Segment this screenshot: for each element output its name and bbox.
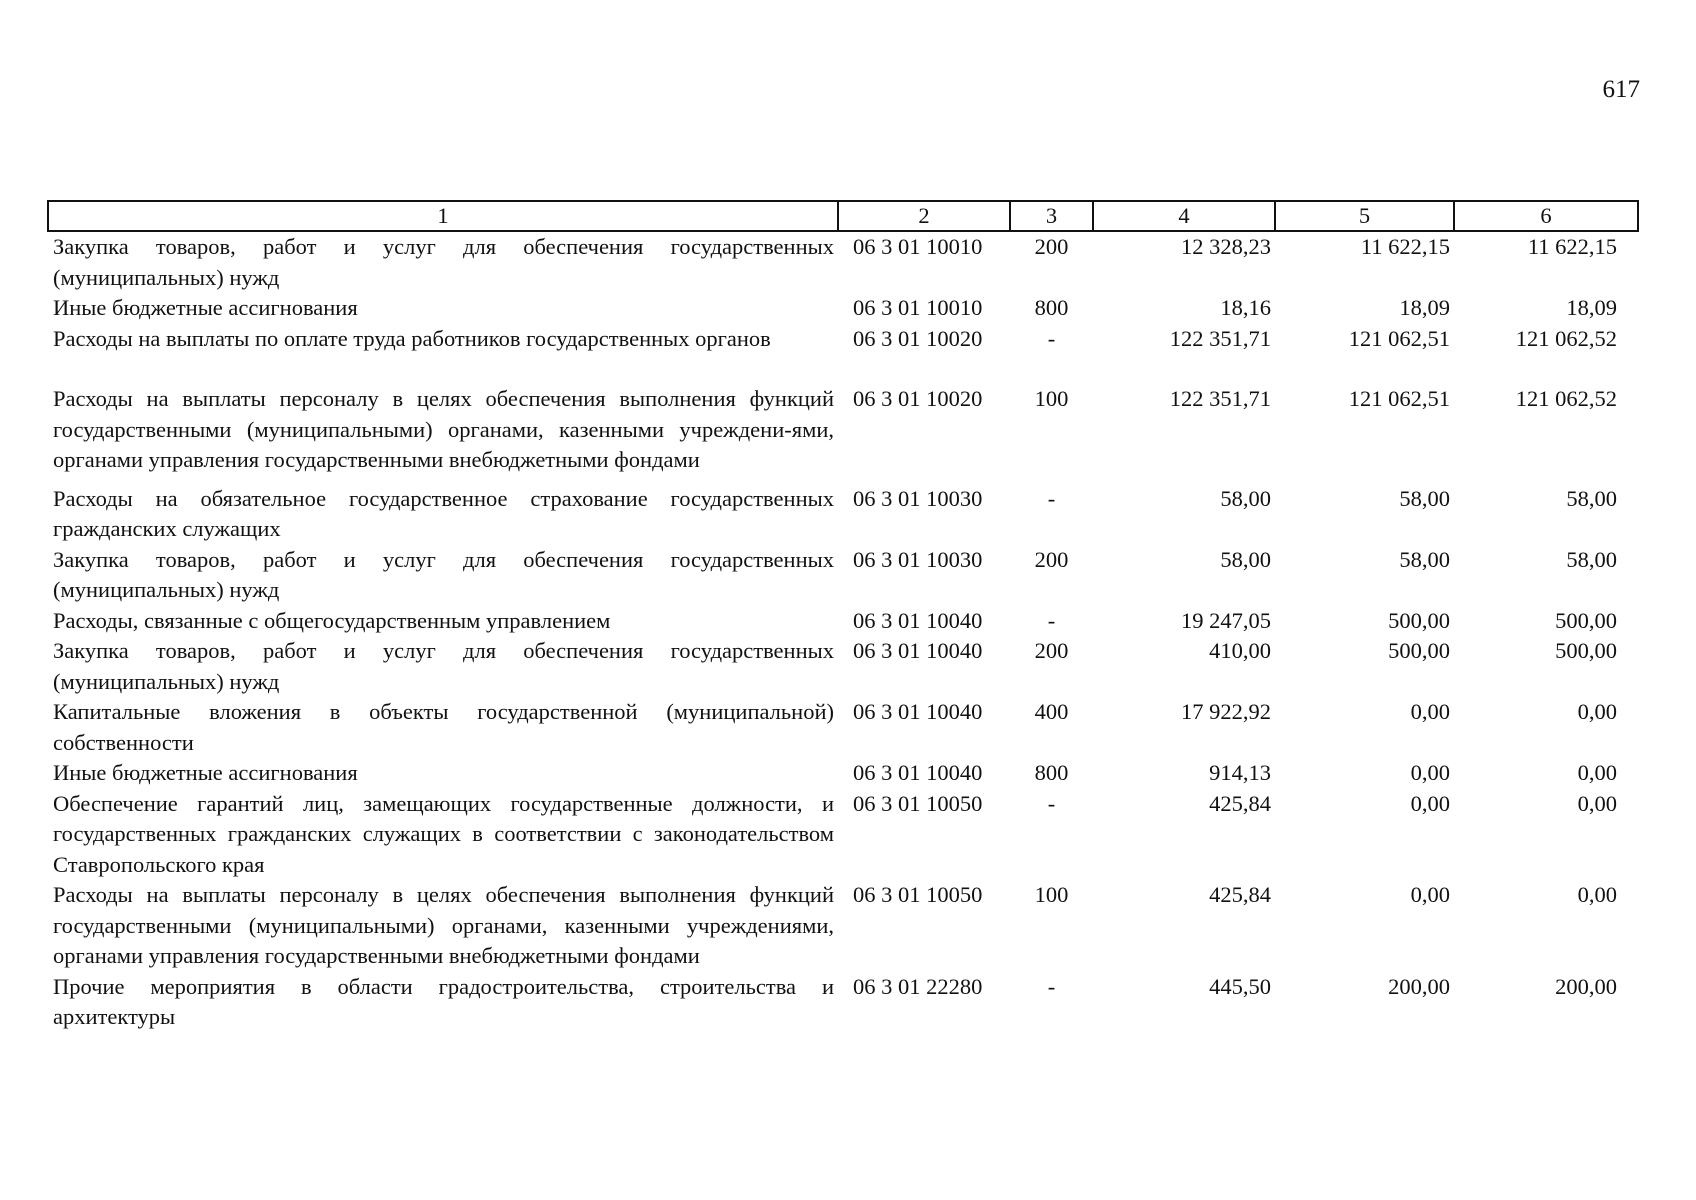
row-type: - — [1047, 325, 1056, 351]
table-row — [48, 789, 1638, 881]
table-row — [48, 384, 1638, 484]
row-code: 06 3 01 10020 — [853, 325, 983, 351]
table-body — [48, 231, 1638, 1033]
row-type: 100 — [1034, 882, 1069, 907]
row-value-4: 122 351,71 — [1169, 325, 1271, 351]
row-value-4: 425,84 — [1209, 790, 1271, 816]
row-value-5: 500,00 — [1388, 607, 1450, 633]
row-value-5: 0,00 — [1410, 760, 1450, 785]
row-code: 06 3 01 10020 — [853, 386, 983, 411]
header-col-5: 5 — [1275, 201, 1454, 231]
header-col-4: 4 — [1093, 201, 1275, 231]
row-type: - — [1047, 607, 1056, 633]
row-value-6: 500,00 — [1555, 638, 1617, 663]
row-value-6: 500,00 — [1555, 607, 1617, 633]
row-code: 06 3 01 10030 — [853, 485, 983, 511]
row-code: 06 3 01 10040 — [853, 607, 983, 633]
row-value-4: 58,00 — [1220, 485, 1271, 511]
table-row — [48, 880, 1638, 972]
row-name: Закупка товаров, работ и услуг для обеспечения государственных (муниципальных) нужд — [53, 546, 834, 602]
row-type: - — [1047, 790, 1056, 816]
header-col-3: 3 — [1010, 201, 1093, 231]
row-value-4: 445,50 — [1209, 973, 1271, 999]
row-value-5: 0,00 — [1410, 882, 1450, 907]
budget-table — [47, 200, 1639, 1033]
header-col-1: 1 — [48, 201, 838, 231]
row-code: 06 3 01 10050 — [853, 790, 983, 816]
table-row — [48, 697, 1638, 758]
row-type: 100 — [1034, 386, 1069, 411]
row-value-4: 122 351,71 — [1169, 386, 1271, 411]
row-type: - — [1047, 485, 1056, 511]
row-name: Капитальные вложения в объекты государственной (муниципальной) собственности — [53, 699, 834, 755]
table-row — [48, 231, 1638, 293]
row-value-5: 58,00 — [1399, 485, 1450, 511]
row-type: 400 — [1034, 699, 1069, 724]
row-code: 06 3 01 10040 — [853, 699, 983, 724]
row-value-6: 58,00 — [1566, 546, 1617, 572]
row-code: 06 3 01 22280 — [853, 973, 983, 999]
row-value-6: 18,09 — [1566, 295, 1617, 320]
row-value-4: 17 922,92 — [1181, 699, 1271, 724]
row-type: 200 — [1034, 546, 1069, 572]
row-name: Обеспечение гарантий лиц, замещающих государственные должности, и государственных гражданских служащих в соответствии с законодательством Ставропольского края — [53, 790, 834, 877]
row-type: 200 — [1034, 234, 1069, 259]
table-row — [48, 636, 1638, 697]
row-value-5: 0,00 — [1410, 699, 1450, 724]
row-name: Расходы на выплаты персоналу в целях обеспечения выполнения функций государственными (муниципальными) органами, казенными учреждениями, органами управления государственными внебюджетными фондами — [53, 882, 834, 968]
row-value-6: 58,00 — [1566, 485, 1617, 511]
row-name: Иные бюджетные ассигнования — [53, 760, 358, 785]
header-row — [48, 201, 1638, 231]
row-value-6: 11 622,15 — [1527, 234, 1617, 259]
row-value-6: 0,00 — [1577, 790, 1617, 816]
row-type: 200 — [1034, 638, 1069, 663]
row-name: Иные бюджетные ассигнования — [53, 295, 358, 320]
row-value-6: 200,00 — [1555, 973, 1617, 999]
row-value-6: 0,00 — [1577, 760, 1617, 785]
page-number: 617 — [1602, 76, 1640, 103]
table-row — [48, 972, 1638, 1033]
table-row — [48, 324, 1638, 385]
row-value-6: 0,00 — [1577, 882, 1617, 907]
row-value-5: 0,00 — [1410, 790, 1450, 816]
row-value-5: 121 062,51 — [1348, 386, 1450, 411]
table-row — [48, 484, 1638, 545]
row-value-4: 425,84 — [1209, 882, 1271, 907]
row-value-6: 121 062,52 — [1515, 325, 1617, 351]
row-value-4: 58,00 — [1220, 546, 1271, 572]
row-value-4: 12 328,23 — [1181, 234, 1271, 259]
row-name: Расходы на выплаты по оплате труда работников государственных органов — [53, 325, 771, 351]
table-row — [48, 293, 1638, 324]
row-name: Закупка товаров, работ и услуг для обеспечения государственных (муниципальных) нужд — [53, 638, 834, 694]
row-code: 06 3 01 10040 — [853, 638, 983, 663]
header-col-6: 6 — [1454, 201, 1638, 231]
row-code: 06 3 01 10050 — [853, 882, 983, 907]
row-code: 06 3 01 10010 — [853, 234, 983, 259]
row-value-4: 410,00 — [1209, 638, 1271, 663]
budget-table-container — [47, 200, 1637, 1033]
row-type: - — [1047, 973, 1056, 999]
row-name: Расходы на выплаты персоналу в целях обеспечения выполнения функций государственными (муниципальными) органами, казенными учреждени-ями, органами управления государственными внебюджетными фондами — [53, 386, 834, 472]
table-row — [48, 758, 1638, 789]
row-name: Прочие мероприятия в области градостроительства, строительства и архитектуры — [53, 973, 834, 1029]
header-col-2: 2 — [838, 201, 1010, 231]
table-header — [48, 201, 1638, 231]
row-value-6: 0,00 — [1577, 699, 1617, 724]
row-value-4: 19 247,05 — [1181, 607, 1271, 633]
row-value-6: 121 062,52 — [1515, 386, 1617, 411]
row-code: 06 3 01 10040 — [853, 760, 983, 785]
row-type: 800 — [1034, 760, 1069, 785]
row-value-5: 58,00 — [1399, 546, 1450, 572]
row-value-5: 121 062,51 — [1348, 325, 1450, 351]
row-name: Закупка товаров, работ и услуг для обеспечения государственных (муниципальных) нужд — [53, 234, 834, 290]
row-value-5: 200,00 — [1388, 973, 1450, 999]
row-value-5: 500,00 — [1388, 638, 1450, 663]
row-value-4: 914,13 — [1209, 760, 1271, 785]
table-row — [48, 606, 1638, 637]
table-row — [48, 545, 1638, 606]
row-value-5: 18,09 — [1399, 295, 1450, 320]
row-name: Расходы, связанные с общегосударственным управлением — [53, 607, 611, 633]
row-name: Расходы на обязательное государственное страхование государственных гражданских служащих — [53, 485, 834, 541]
row-type: 800 — [1034, 295, 1069, 320]
row-value-5: 11 622,15 — [1360, 234, 1450, 259]
row-code: 06 3 01 10030 — [853, 546, 983, 572]
row-code: 06 3 01 10010 — [853, 295, 983, 320]
row-value-4: 18,16 — [1220, 295, 1271, 320]
